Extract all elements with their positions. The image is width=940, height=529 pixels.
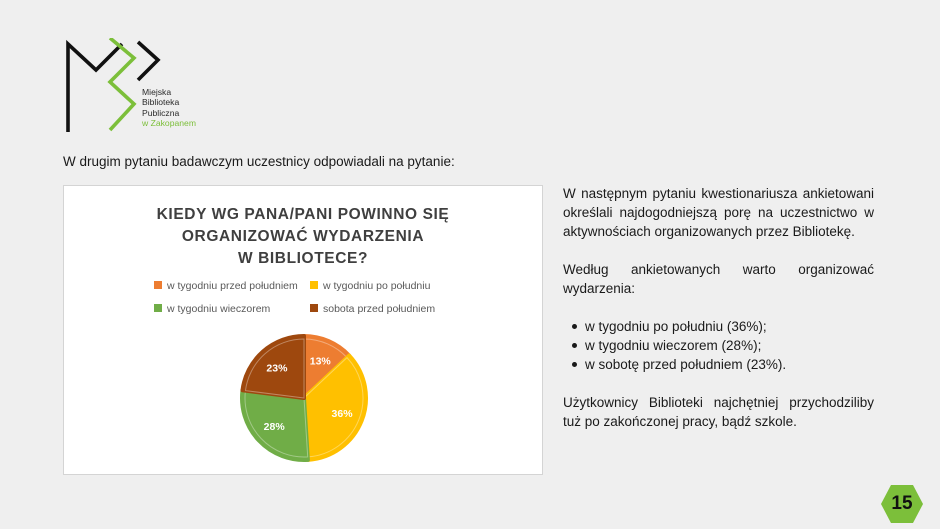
results-list bbox=[563, 317, 874, 374]
chart-title-line2: ORGANIZOWAĆ WYDARZENIA bbox=[181, 228, 425, 245]
logo-black-chevron bbox=[138, 42, 158, 80]
logo-text-line1: Miejska bbox=[142, 87, 172, 97]
chart-container bbox=[63, 185, 543, 475]
logo-text-line3: Publiczna bbox=[142, 107, 180, 118]
chart-title-line3: W BIBLIOTECE? bbox=[237, 250, 369, 267]
description-paragraph-3: Użytkownicy Biblioteki najchętniej przychodziliby tuż po zakończonej pracy, bądź szkole. bbox=[563, 395, 874, 429]
pie-slice-label: 36% bbox=[331, 408, 353, 421]
description-paragraph-2: Według ankietowanych warto organizować wydarzenia: bbox=[563, 262, 874, 296]
description-paragraph-1: W następnym pytaniu kwestionariusza ankietowani określali najdogodniejszą porę na uczestnictwo w aktywnościach organizowanych przez Bibliotekę. bbox=[563, 186, 874, 239]
legend-label: sobota przed południem bbox=[323, 303, 436, 315]
logo-text-line2: Biblioteka bbox=[142, 97, 180, 108]
description bbox=[563, 184, 874, 431]
legend-label: w tygodniu po południu bbox=[323, 280, 431, 292]
pie-chart bbox=[64, 186, 542, 474]
intro-text: W drugim pytaniu badawczym uczestnicy odpowiadali na pytanie: bbox=[63, 154, 455, 169]
results-list-item: w tygodniu po południu (36%); bbox=[585, 317, 874, 336]
results-list-item: w sobotę przed południem (23%). bbox=[585, 355, 874, 374]
pie-slice-label: 13% bbox=[309, 355, 331, 368]
legend-label: w tygodniu wieczorem bbox=[167, 303, 271, 315]
legend-label: w tygodniu przed południem bbox=[167, 280, 298, 292]
pie-slice-label: 23% bbox=[266, 362, 288, 375]
results-list-item: w tygodniu wieczorem (28%); bbox=[585, 336, 874, 355]
logo-text bbox=[142, 87, 196, 129]
logo-text-line4: w Zakopanem bbox=[142, 118, 196, 129]
chart-title-line1: KIEDY WG PANA/PANI POWINNO SIĘ bbox=[156, 206, 450, 223]
page-number: 15 bbox=[891, 493, 913, 514]
pie-slice-label: 28% bbox=[263, 421, 285, 434]
